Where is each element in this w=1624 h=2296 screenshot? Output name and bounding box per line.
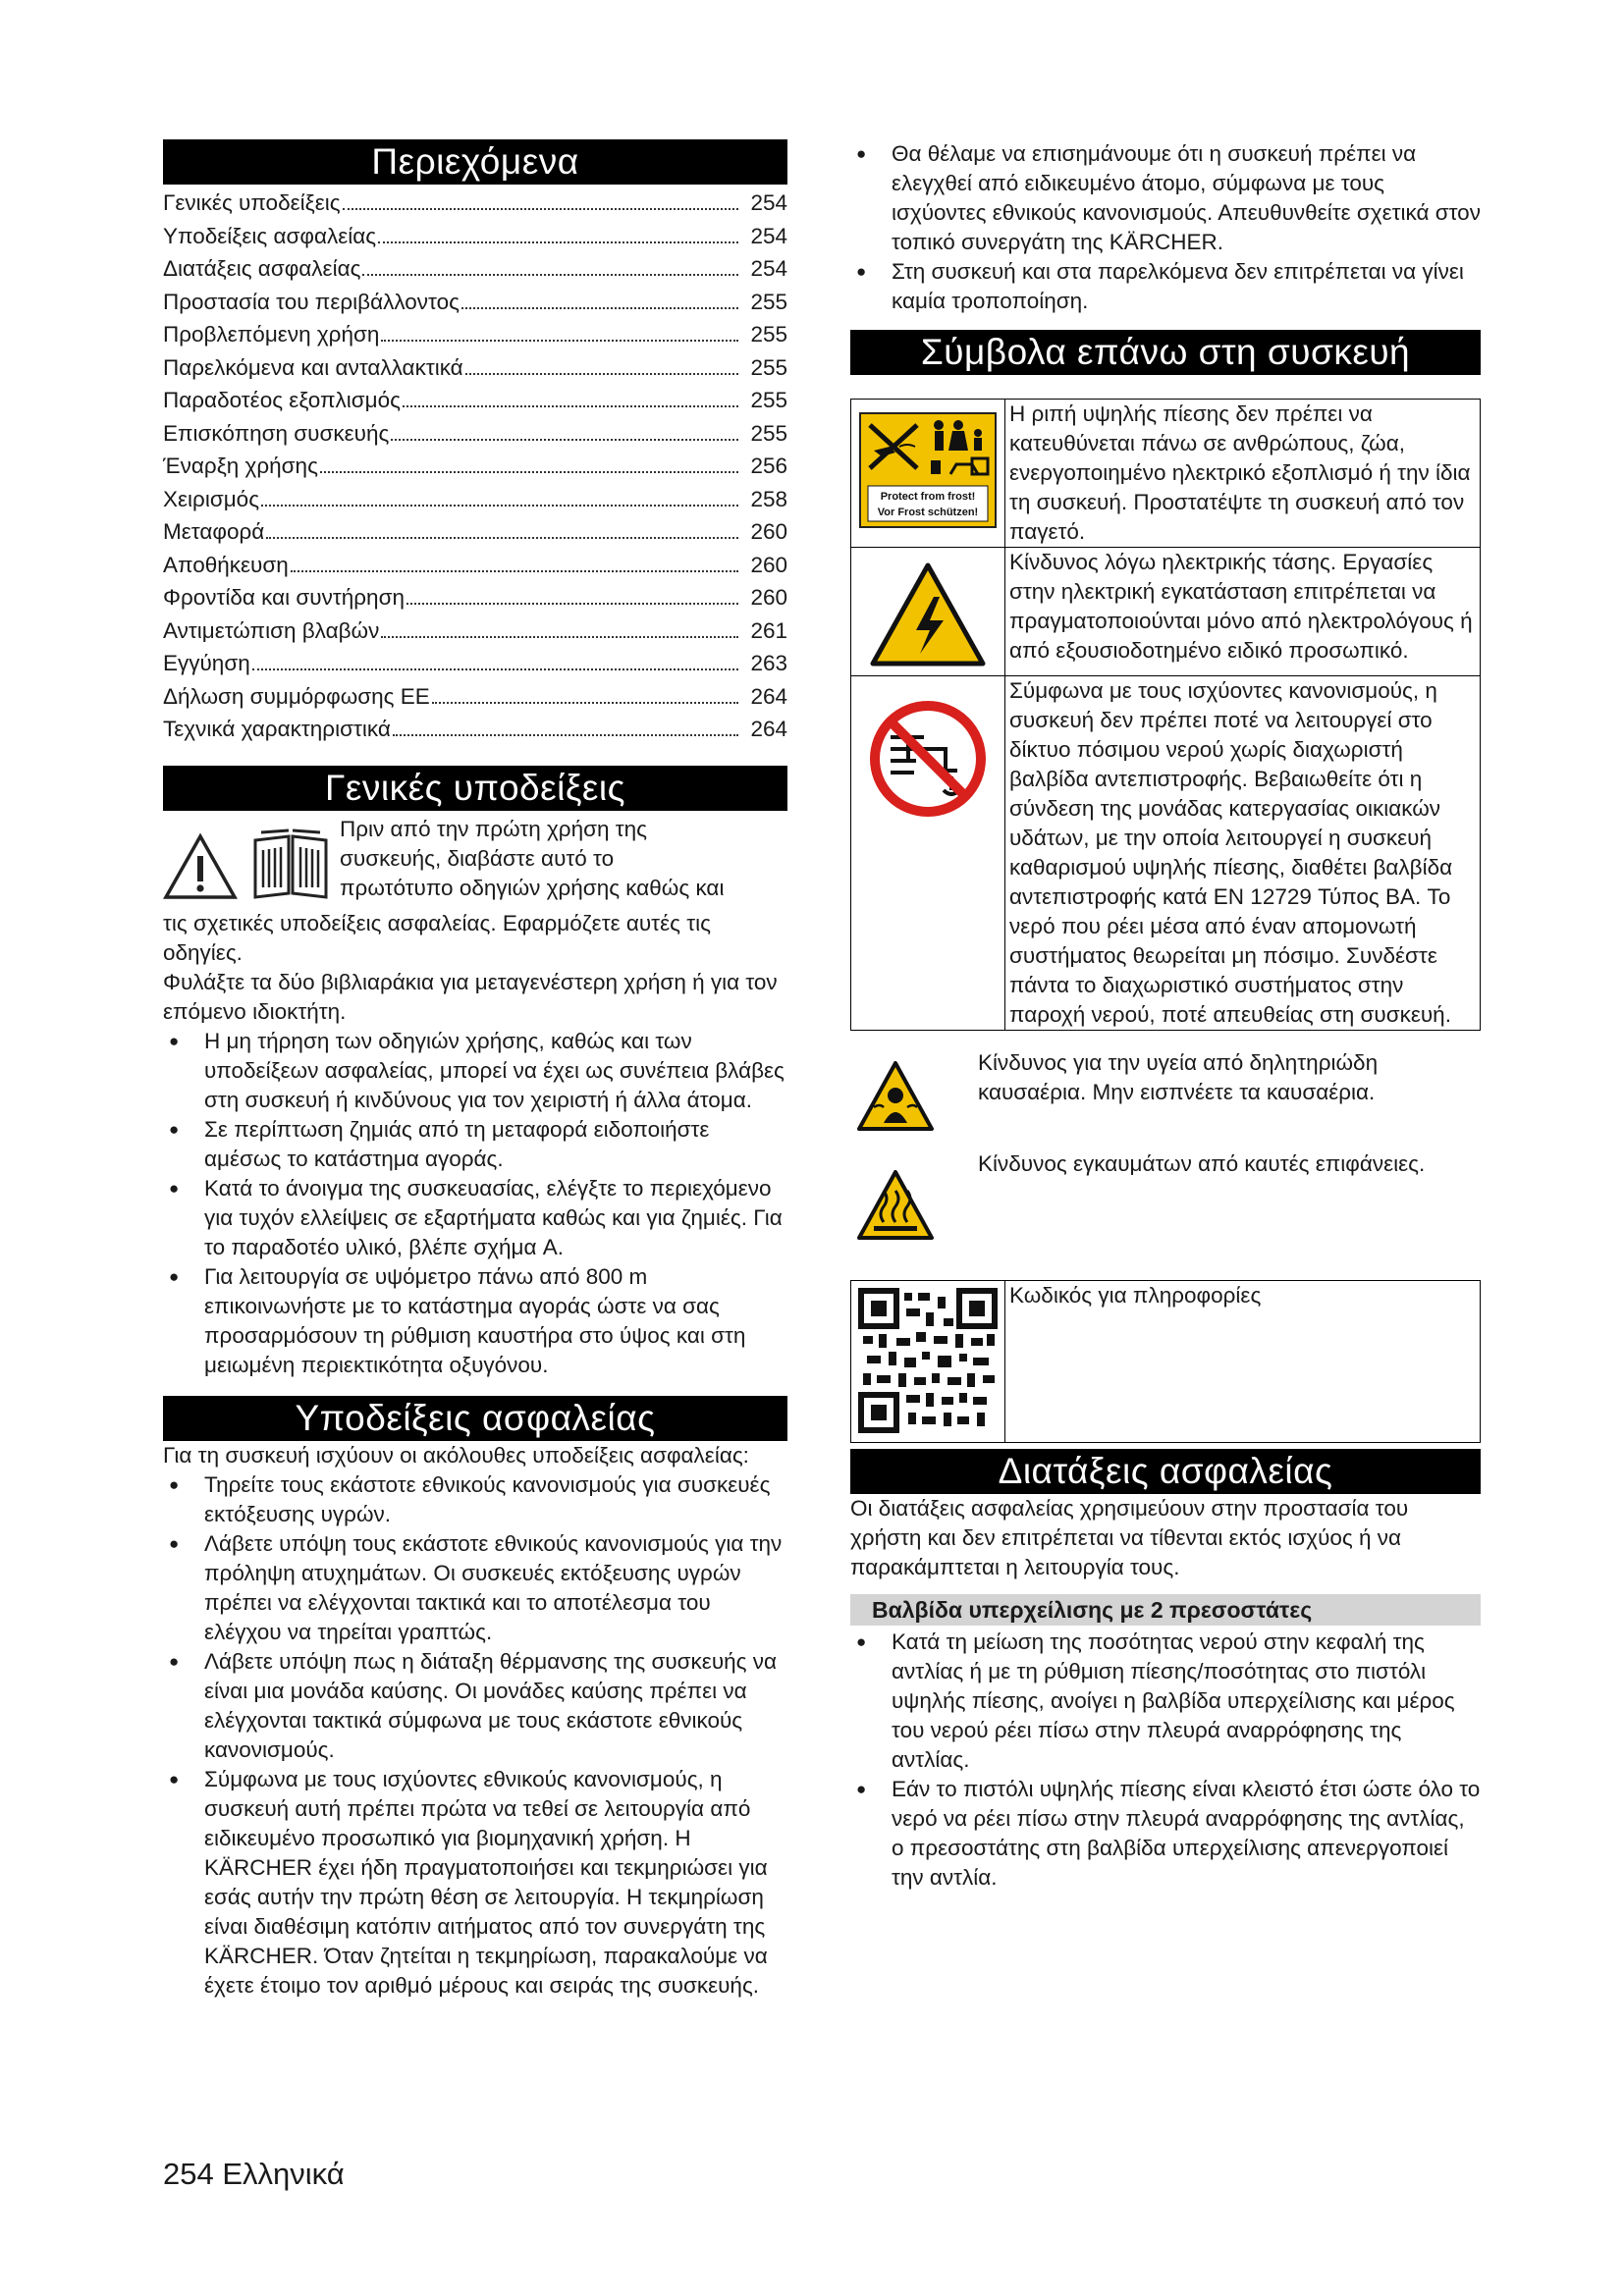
devices-subheading: Βαλβίδα υπερχείλισης με 2 πρεσοστάτες: [850, 1594, 1481, 1626]
list-item: ● Σε περίπτωση ζημιάς από τη μεταφορά ειδοποιήστε αμέσως το κατάστημα αγοράς.: [163, 1115, 787, 1174]
toc-item-page: 254: [750, 256, 787, 281]
qr-table: [850, 1280, 1481, 1443]
manual-book-icon: [249, 828, 332, 899]
toc-item-page: 255: [750, 420, 787, 446]
toc-heading: Περιεχόμενα: [163, 139, 787, 185]
toc-item-page: 264: [750, 683, 787, 709]
list-item: ● Για λειτουργία σε υψόμετρο πάνω από 800 m επικοινωνήστε με το κατάστημα αγοράς ώστε να σας προσαρμόσουν τη ρύθμιση καυστήρα στο ύψος και στη μειωμένη περιεκτικότητα οξυγόνου.: [163, 1262, 787, 1380]
symbol-text: Κίνδυνος για την υγεία από δηλητηριώδη καυσαέρια. Μην εισπνέετε τα καυσαέρια.: [978, 1050, 1379, 1104]
toc-item[interactable]: [163, 515, 787, 549]
toc-item-page: 258: [750, 486, 787, 511]
toc-item-label: Χειρισμός: [163, 486, 260, 511]
qr-code-icon: [857, 1287, 999, 1434]
toc-item-page: 260: [750, 585, 787, 610]
toc-item[interactable]: [163, 450, 787, 483]
table-row: [851, 548, 1481, 676]
list-item: ● Στη συσκευή και στα παρελκόμενα δεν επιτρέπεται να γίνει καμία τροποποίηση.: [850, 257, 1481, 316]
intro-line: Πριν από την πρώτη χρήση της: [340, 816, 647, 841]
warning-manual-icon-group: [163, 815, 340, 909]
general-keep: Φυλάξτε τα δύο βιβλιαράκια για μεταγενέστερη χρήση ή για τον επόμενο ιδιοκτήτη.: [163, 969, 778, 1024]
toc-item-label: Προστασία του περιβάλλοντος: [163, 289, 460, 314]
toc-item[interactable]: [163, 483, 787, 516]
toc-item[interactable]: [163, 220, 787, 253]
symbol-cell: [851, 548, 1005, 676]
symbol-gas-row: [850, 1048, 1481, 1138]
toc-item[interactable]: [163, 318, 787, 351]
toc-item-label: Προβλεπόμενη χρήση: [163, 322, 380, 347]
no-drinking-water-connection-icon: [869, 700, 987, 818]
toc-item[interactable]: [163, 384, 787, 417]
toc-item-label: Εγγύηση: [163, 651, 250, 675]
devices-heading: Διατάξεις ασφαλείας: [850, 1449, 1481, 1494]
safety-bullets: [163, 1470, 787, 2001]
frost-label-en: Protect from frost!: [880, 491, 976, 503]
toc-item-page: 255: [750, 289, 787, 314]
symbols-table: [850, 399, 1481, 1031]
toc-item[interactable]: [163, 581, 787, 614]
toc-item-page: 256: [750, 454, 787, 478]
symbol-text: Κωδικός για πληροφορίες: [1005, 1281, 1481, 1443]
general-heading: Γενικές υποδείξεις: [163, 766, 787, 811]
toc-item-page: 254: [750, 190, 787, 215]
symbol-cell: [851, 400, 1005, 548]
page-footer: 254 Ελληνικά: [163, 2157, 345, 2191]
devices-bullets: [850, 1628, 1481, 1893]
right-top-bullets: [850, 139, 1481, 316]
intro-line: πρωτότυπο οδηγιών χρήσης καθώς και: [340, 875, 725, 900]
toc-item[interactable]: [163, 713, 787, 746]
list-item: ● Θα θέλαμε να επισημάνουμε ότι η συσκευή πρέπει να ελεγχθεί από ειδικευμένο άτομο, σύμφωνα με τους ισχύοντες εθνικούς κανονισμούς. Απευθυνθείτε σχετικά στον τοπικό συνεργάτη της KÄRCHER.: [850, 139, 1481, 257]
symbol-cell: [851, 1281, 1005, 1443]
safety-heading: Υποδείξεις ασφαλείας: [163, 1396, 787, 1441]
toc-item-label: Παραδοτέος εξοπλισμός: [163, 388, 401, 412]
safety-intro: Για τη συσκευή ισχύουν οι ακόλουθες υποδείξεις ασφαλείας:: [163, 1442, 749, 1468]
toc-list: [163, 187, 787, 746]
devices-intro: Οι διατάξεις ασφαλείας χρησιμεύουν στην προστασία του χρήστη και δεν επιτρέπεται να τίθενται εκτός ισχύος ή να παρακάμπτεται η λειτουργία τους.: [850, 1496, 1409, 1579]
toc-item-page: 255: [750, 388, 787, 412]
toc-item-label: Παρελκόμενα και ανταλλακτικά: [163, 354, 463, 380]
toc-item[interactable]: [163, 417, 787, 451]
intro-line: συσκευής, διαβάστε αυτό το: [340, 845, 615, 871]
toc-item-page: 255: [750, 322, 787, 347]
list-item: ● Η μη τήρηση των οδηγιών χρήσης, καθώς και των υποδείξεων ασφαλείας, μπορεί να έχει ως συνέπεια βλάβες στη συσκευή ή κινδύνους για τον χειριστή ή άλλα άτομα.: [163, 1027, 787, 1115]
toc-item-label: Μεταφορά: [163, 519, 265, 544]
frost-label-de: Vor Frost schützen!: [877, 507, 979, 518]
toc-item-page: 263: [750, 651, 787, 675]
toc-item-label: Γενικές υποδείξεις: [163, 190, 341, 215]
toc-item-page: 255: [750, 354, 787, 380]
table-row: [851, 676, 1481, 1031]
symbol-text: Σύμφωνα με τους ισχύοντες κανονισμούς, η συσκευή δεν πρέπει ποτέ να λειτουργεί στο δίκτυο πόσιμου νερού χωρίς διαχωριστή βαλβίδα αντεπιστροφής. Βεβαιωθείτε ότι η σύνδεση της μονάδας κατεργασίας οικιακών υδάτων, με την οποία λειτουργεί η συσκευή καθαρισμού υψηλής πίεσης, διαθέτει βαλβίδα αντεπιστροφής κατά EN 12729 Τύπος BA. Το νερό που ρέει μέσα από έναν απομονωτή συστήματος θεωρείται μη πόσιμο. Συνδέστε πάντα το διαχωριστικό συστήματος στην παροχή νερού, ποτέ απευθείας στη συσκευή.: [1005, 676, 1481, 1031]
general-intro-cont: τις σχετικές υποδείξεις ασφαλείας. Εφαρμόζετε αυτές τις οδηγίες.: [163, 910, 711, 965]
toc-item-page: 260: [750, 552, 787, 577]
toc-item[interactable]: [163, 187, 787, 220]
toc-item-label: Αποθήκευση: [163, 552, 289, 577]
no-spray-frost-icon: [856, 409, 1000, 531]
toc-item-page: 264: [750, 717, 787, 741]
toc-item[interactable]: [163, 286, 787, 319]
symbols-heading: Σύμβολα επάνω στη συσκευή: [850, 330, 1481, 375]
toc-item-label: Τεχνικά χαρακτηριστικά: [163, 717, 391, 741]
toc-item-label: Επισκόπηση συσκευής: [163, 420, 390, 446]
hot-surface-icon: [856, 1169, 935, 1242]
list-item: ● Λάβετε υπόψη τους εκάστοτε εθνικούς κανονισμούς για την πρόληψη ατυχημάτων. Οι συσκευές εκτόξευσης υγρών πρέπει να ελέγχονται τακτικά και το αποτέλεσμα του ελέγχου να τηρείται γραπτώς.: [163, 1529, 787, 1647]
toc-item-page: 261: [750, 617, 787, 643]
toc-item-label: Φροντίδα και συντήρηση: [163, 585, 405, 610]
warning-triangle-icon: [163, 832, 238, 901]
list-item: ● Κατά το άνοιγμα της συσκευασίας, ελέγξτε το περιεχόμενο για τυχόν ελλείψεις σε εξαρτήματα καθώς και για ζημιές. Για το παραδοτέο υλικό, βλέπε σχήμα A.: [163, 1174, 787, 1262]
symbol-cell: [850, 1149, 968, 1247]
general-intro-block: [163, 815, 787, 909]
general-intro-lines: [340, 815, 724, 909]
list-item: ● Σύμφωνα με τους ισχύοντες εθνικούς κανονισμούς, η συσκευή αυτή πρέπει πρώτα να τεθεί σε λειτουργία από ειδικευμένο προσωπικό για βιομηχανική χρήση. Η KÄRCHER έχει ήδη πραγματοποιήσει και τεκμηριώσει για εσάς αυτήν την πρώτη θέση σε λειτουργία. Η τεκμηρίωση είναι διαθέσιμη κατόπιν αιτήματος από τον συνεργάτη της KÄRCHER. Όταν ζητείται η τεκμηρίωση, παρακαλούμε να έχετε έτοιμο τον αριθμό μέρους και σειράς της συσκευής.: [163, 1765, 787, 2001]
general-bullets: [163, 1027, 787, 1380]
toc-item[interactable]: [163, 614, 787, 648]
toc-item[interactable]: [163, 252, 787, 286]
list-item: ● Κατά τη μείωση της ποσότητας νερού στην κεφαλή της αντλίας ή με τη ρύθμιση πίεσης/ποσότητας στο πιστόλι υψηλής πίεσης, ανοίγει η βαλβίδα υπερχείλισης και μέρος του νερού ρέει πίσω στην πλευρά αναρρόφησης της αντλίας.: [850, 1628, 1481, 1775]
toxic-gas-icon: [856, 1060, 935, 1133]
symbol-text: Κίνδυνος λόγω ηλεκτρικής τάσης. Εργασίες στην ηλεκτρική εγκατάσταση επιτρέπεται να πραγματοποιούνται μόνο από ηλεκτρολόγους ή από εξουσιοδοτημένο ειδικό προσωπικό.: [1005, 548, 1481, 676]
toc-item-label: Υποδείξεις ασφαλείας: [163, 223, 377, 248]
toc-item-page: 260: [750, 519, 787, 544]
list-item: ● Εάν το πιστόλι υψηλής πίεσης είναι κλειστό έτσι ώστε όλο το νερό να ρέει πίσω στην πλευρά αναρρόφησης της αντλίας, ο πρεσοστάτης στη βαλβίδα υπερχείλισης απενεργοποιεί την αντλία.: [850, 1775, 1481, 1893]
symbol-text: Η ριπή υψηλής πίεσης δεν πρέπει να κατευθύνεται πάνω σε ανθρώπους, ζώα, ενεργοποιημένο ηλεκτρικό εξοπλισμό ή την ίδια τη συσκευή. Προστατέψτε τη συσκευή από τον παγετό.: [1005, 400, 1481, 548]
right-column: [850, 139, 1481, 1893]
symbol-hot-row: [850, 1149, 1481, 1247]
toc-item[interactable]: [163, 351, 787, 385]
toc-item-label: Αντιμετώπιση βλαβών: [163, 617, 380, 643]
symbol-cell: [850, 1048, 968, 1138]
table-row: [851, 1281, 1481, 1443]
list-item: ● Τηρείτε τους εκάστοτε εθνικούς κανονισμούς για συσκευές εκτόξευσης υγρών.: [163, 1470, 787, 1529]
table-row: [851, 400, 1481, 548]
toc-item-label: Δήλωση συμμόρφωσης ΕΕ: [163, 683, 430, 709]
left-column: [163, 139, 787, 2001]
toc-item[interactable]: [163, 680, 787, 714]
toc-item-label: Διατάξεις ασφαλείας: [163, 256, 361, 281]
toc-item[interactable]: [163, 549, 787, 582]
electric-hazard-icon: [869, 561, 987, 667]
toc-item[interactable]: [163, 647, 787, 680]
toc-item-label: Έναρξη χρήσης: [163, 454, 318, 478]
toc-item-page: 254: [750, 223, 787, 248]
list-item: ● Λάβετε υπόψη πως η διάταξη θέρμανσης της συσκευής να είναι μια μονάδα καύσης. Οι μονάδες καύσης πρέπει να ελέγχονται τακτικά σύμφωνα με τους εκάστοτε εθνικούς κανονισμούς.: [163, 1647, 787, 1765]
symbol-cell: [851, 676, 1005, 1031]
symbol-text: Κίνδυνος εγκαυμάτων από καυτές επιφάνειες.: [978, 1151, 1426, 1176]
